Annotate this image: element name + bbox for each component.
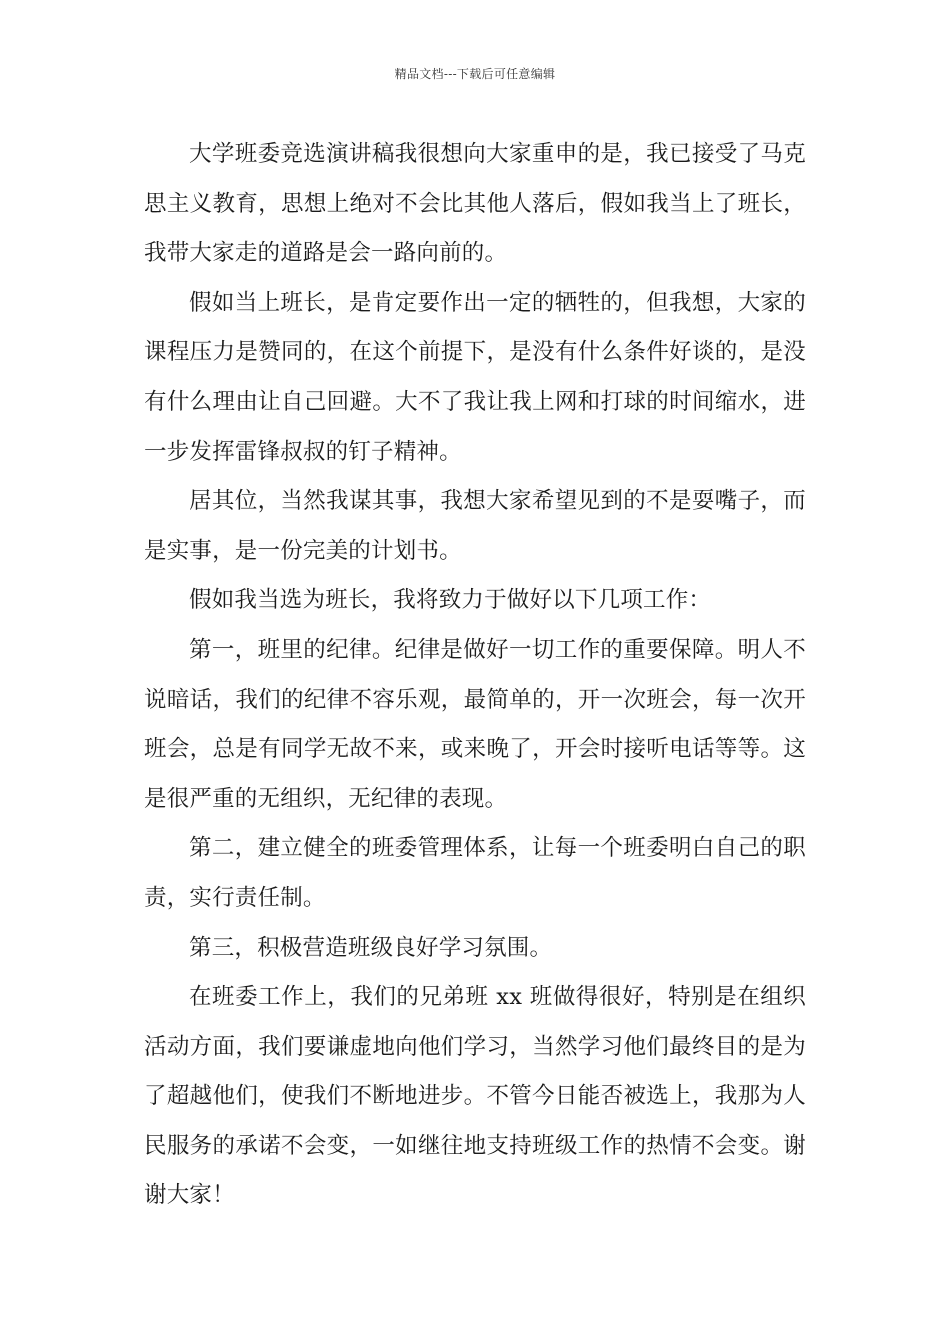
paragraph-4: 假如我当选为班长，我将致力于做好以下几项工作： xyxy=(189,587,712,614)
paragraph-7: 第三，积极营造班级良好学习氛围。 xyxy=(189,934,553,961)
paragraph-2: 假如当上班长，是肯定要作出一定的牺牲的，但我想，大家的课程压力是赞同的，在这个前提下，是没有什么条件好谈的，是没有什么理由让自己回避。大不了我让我上网和打球的时间缩水，进一步发挥雷锋叔叔的钉子精神。 xyxy=(144,289,806,465)
paragraph-3: 居其位，当然我谋其事，我想大家希望见到的不是耍嘴子，而是实事，是一份完美的计划书。 xyxy=(144,488,806,564)
paragraph-5: 第一，班里的纪律。纪律是做好一切工作的重要保障。明人不说暗话，我们的纪律不容乐观，最简单的，开一次班会，每一次开班会，总是有同学无故不来，或来晚了，开会时接听电话等等。这是很严重的无组织，无纪律的表现。 xyxy=(144,636,806,812)
document-body xyxy=(144,130,806,1221)
page-header: 精品文档---下载后可任意编辑 xyxy=(394,67,556,81)
paragraph-6: 第二，建立健全的班委管理体系，让每一个班委明白自己的职责，实行责任制。 xyxy=(144,835,806,911)
paragraph-8: 在班委工作上，我们的兄弟班 xx 班做得很好，特别是在组织活动方面，我们要谦虚地向他们学习，当然学习他们最终目的是为了超越他们，使我们不断地进步。不管今日能否被选上，我那为人民服务的承诺不会变，一如继往地支持班级工作的热情不会变。谢谢大家！ xyxy=(144,984,806,1209)
paragraph-1: 大学班委竞选演讲稿我很想向大家重申的是，我已接受了马克思主义教育，思想上绝对不会比其他人落后，假如我当上了班长，我带大家走的道路是会一路向前的。 xyxy=(144,141,806,267)
